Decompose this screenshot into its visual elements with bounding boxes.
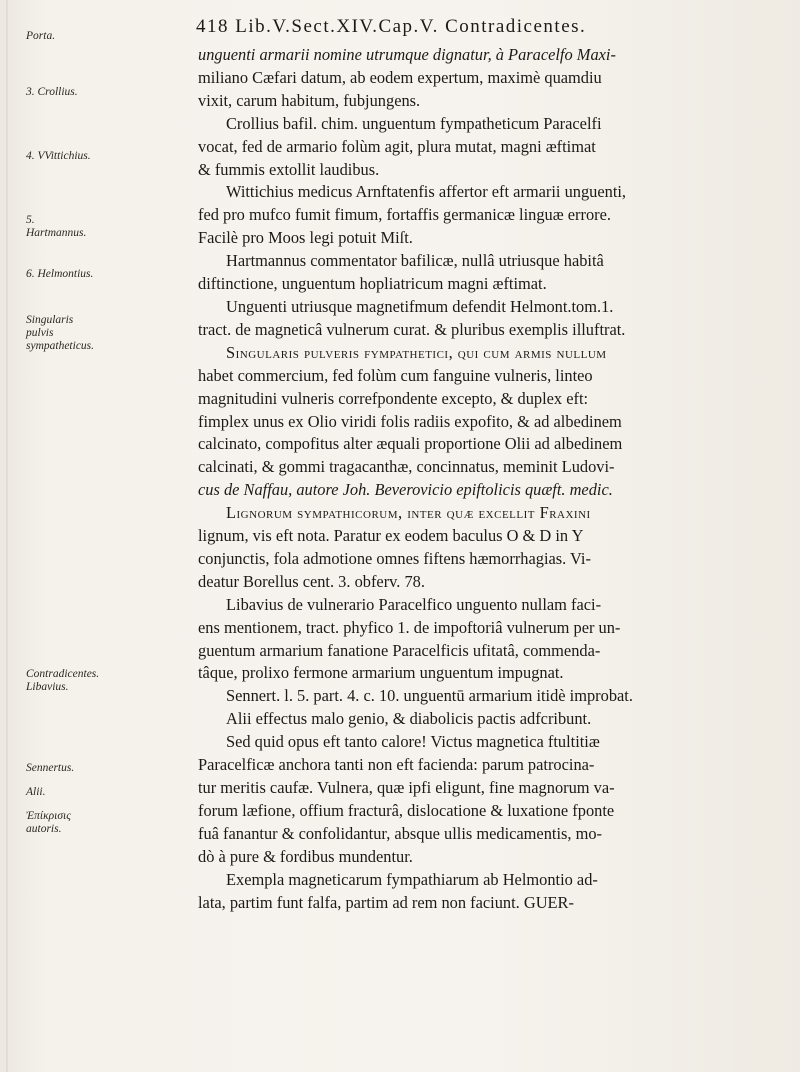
margin-note-sennertus: Sennertus.	[26, 762, 75, 774]
margin-note-epikrisis: Ἐπίκρισις autoris.	[26, 810, 71, 835]
text-line: Sennert. l. 5. part. 4. c. 10. unguentū armarium itidè improbat.	[226, 686, 633, 706]
text-line: Unguenti utriusque magnetifmum defendit Helmont.tom.1.	[226, 296, 614, 316]
text-line: conjunctis, fola admotione omnes fiftens hæmorrhagias. Vi-	[198, 548, 591, 568]
text-line: & fummis extollit laudibus.	[198, 159, 380, 179]
text-line: lata, partim funt falfa, partim ad rem non faciunt. GUER-	[198, 892, 574, 912]
text-line: Sed quid opus eft tanto calore! Victus magnetica ftultitiæ	[226, 732, 600, 752]
text-line: forum læfione, offium fracturâ, dislocatione & luxatione fponte	[198, 800, 615, 820]
margin-note-crollius: 3. Crollius.	[26, 86, 78, 98]
text-line: diftinctione, unguentum hopliatricum magni æftimat.	[198, 274, 547, 294]
text-line: Lignorum sympathicorum, inter quæ excellit Fraxini	[226, 503, 591, 523]
text-line: ens mentionem, tract. phyfico 1. de impoftoriâ vulnerum per un-	[198, 617, 621, 637]
main-text-block	[198, 44, 770, 914]
text-line: Facilè pro Moos legi potuit Miſt.	[198, 228, 413, 248]
text-line: miliano Cæfari datum, ab eodem expertum, maximè quamdiu	[198, 67, 602, 87]
margin-note-wittichius: 4. VVittichius.	[26, 150, 91, 162]
text-line: dò à pure & fordibus mundentur.	[198, 846, 413, 866]
text-line: tract. de magneticâ vulnerum curat. & pluribus exemplis illuftrat.	[198, 319, 626, 339]
text-line: Crollius bafil. chim. unguentum fympatheticum Paracelfi	[226, 113, 602, 133]
text-line: magnitudini vulneris correfpondente excepto, & duplex eft:	[198, 388, 589, 408]
margin-note-contradicentes: Contradicentes. Libavius.	[26, 668, 100, 693]
text-line: vixit, carum habitum, fubjungens.	[198, 90, 421, 110]
text-line: fimplex unus ex Olio viridi folis radiis expofito, & ad albedinem	[198, 411, 622, 431]
text-line: Alii effectus malo genio, & diabolicis pactis adfcribunt.	[226, 709, 592, 729]
page-gutter-shadow	[6, 0, 8, 1072]
text-line: Exempla magneticarum fympathiarum ab Helmontio ad-	[226, 869, 598, 889]
margin-note-hartmannus: 5. Hartmannus.	[26, 214, 87, 239]
margin-note-singularis-pulvis: Singularis pulvis sympatheticus.	[26, 314, 95, 352]
text-line: guentum armarium fanatione Paracelficis ufitatâ, commenda-	[198, 640, 601, 660]
text-line: Hartmannus commentator bafilicæ, nullâ utriusque habitâ	[226, 251, 604, 271]
text-line: deatur Borellus cent. 3. obferv. 78.	[198, 571, 425, 591]
margin-note-helmontius: 6. Helmontius.	[26, 268, 94, 280]
text-line: vocat, fed de armario folùm agit, plura mutat, magni æftimat	[198, 136, 596, 156]
text-line: calcinato, compofitus alter æquali proportione Olii ad albedinem	[198, 434, 623, 454]
text-line: calcinati, & gommi tragacanthæ, concinnatus, meminit Ludovi-	[198, 457, 615, 477]
text-line: fed pro mufco fumit fimum, fortaffis germanicæ linguæ errore.	[198, 205, 611, 225]
text-line: Paracelficæ anchora tanti non eft facienda: parum patrocina-	[198, 755, 595, 775]
text-line: lignum, vis eft nota. Paratur ex eodem baculus O & D in Y	[198, 526, 584, 546]
text-line: Libavius de vulnerario Paracelfico unguento nullam faci-	[226, 594, 602, 614]
margin-note-porta: Porta.	[26, 30, 56, 42]
text-line: Wittichius medicus Arnftatenfis affertor eft armarii unguenti,	[226, 182, 627, 202]
margin-note-alii: Alii.	[26, 786, 46, 798]
text-line: fuâ fanantur & confolidantur, absque ullis medicamentis, mo-	[198, 823, 602, 843]
running-header: 418 Lib.V.Sect.XIV.Cap.V. Contradicentes.	[196, 16, 587, 37]
text-line: unguenti armarii nomine utrumque dignatur, à Paracelfo Maxi-	[198, 45, 616, 64]
text-line: Singularis pulveris fympathetici, qui cum armis nullum	[226, 342, 607, 362]
text-line: habet commercium, fed folùm cum fanguine vulneris, linteo	[198, 365, 593, 385]
text-line: tâque, prolixo fermone armarium unguentum impugnat.	[198, 663, 564, 683]
text-line: cus de Naffau, autore Joh. Beverovicio epiftolicis quæft. medic.	[198, 480, 613, 500]
text-line: tur meritis caufæ. Vulnera, quæ ipfi eligunt, fine magnorum va-	[198, 778, 615, 797]
